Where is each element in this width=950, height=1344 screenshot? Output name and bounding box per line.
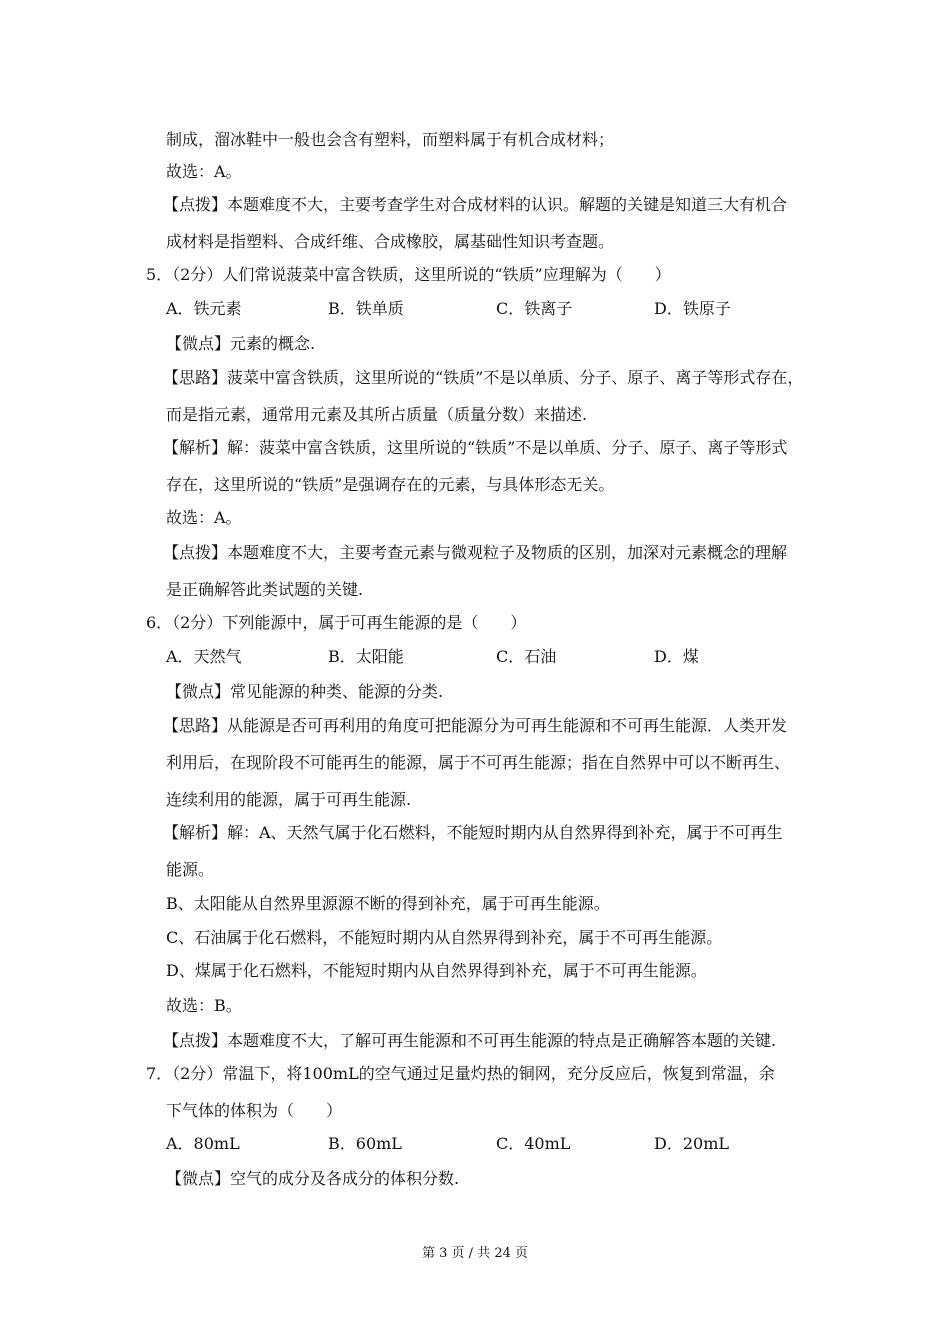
question-7-option-b: B．60mL [328, 1134, 402, 1153]
question-7-option-c: C．40mL [496, 1134, 571, 1153]
question-5-option-d: D．铁原子 [654, 299, 731, 318]
text-line: 利用后，在现阶段不可能再生的能源，属于不可再生能源；指在自然界中可以不断再生、 [166, 753, 791, 772]
text-line: 成材料是指塑料、合成纤维、合成橡胶，属基础性知识考查题。 [166, 232, 615, 251]
question-6-option-c: C．石油 [496, 647, 557, 666]
question-7-option-d: D．20mL [654, 1134, 729, 1153]
text-line: 而是指元素，通常用元素及其所占质量（质量分数）来描述. [166, 405, 588, 424]
question-5-option-b: B．铁单质 [328, 299, 404, 318]
question-6-analysis: 【解析】解：A、天然气属于化石燃料，不能短时期内从自然界得到补充，属于不可再生 [163, 823, 783, 842]
text-line: C、石油属于化石燃料，不能短时期内从自然界得到补充，属于不可再生能源。 [166, 928, 723, 947]
question-5-option-c: C．铁离子 [496, 299, 573, 318]
text-line: 是正确解答此类试题的关键. [166, 580, 364, 599]
question-6-answer: 故选：B。 [166, 996, 242, 1015]
question-5-answer: 故选：A。 [166, 508, 242, 527]
text-line: 存在，这里所说的“铁质”是强调存在的元素，与具体形态无关。 [166, 475, 615, 494]
question-7-option-a: A．80mL [166, 1134, 240, 1153]
question-6-option-d: D．煤 [654, 647, 699, 666]
question-5-approach: 【思路】菠菜中富含铁质，这里所说的“铁质”不是以单质、分子、原子、离子等形式存在， [163, 368, 804, 387]
question-5-stem: 5．（2分）人们常说菠菜中富含铁质，这里所说的“铁质”应理解为（ ） [146, 265, 671, 284]
text-line: 【点拨】本题难度不大，主要考查学生对合成材料的认识。解题的关键是知道三大有机合 [163, 195, 788, 214]
question-5-option-a: A．铁元素 [166, 299, 242, 318]
text-line: B、太阳能从自然界里源源不断的得到补充，属于可再生能源。 [166, 894, 610, 913]
question-5-keypoint: 【微点】元素的概念. [166, 334, 316, 353]
question-5-comment: 【点拨】本题难度不大，主要考查元素与微观粒子及物质的区别，加深对元素概念的理解 [163, 543, 788, 562]
text-line: D、煤属于化石燃料，不能短时期内从自然界得到补充，属于不可再生能源。 [166, 961, 707, 980]
text-line: 制成，溜冰鞋中一般也会含有塑料，而塑料属于有机合成材料； [166, 130, 615, 149]
question-6-option-b: B．太阳能 [328, 647, 404, 666]
question-6-keypoint: 【微点】常见能源的种类、能源的分类. [166, 682, 444, 701]
question-7-keypoint: 【微点】空气的成分及各成分的体积分数. [166, 1169, 460, 1188]
text-line: 故选：A。 [166, 162, 242, 181]
question-6-option-a: A．天然气 [166, 647, 242, 666]
question-6-comment: 【点拨】本题难度不大，了解可再生能源和不可再生能源的特点是正确解答本题的关键. [163, 1031, 777, 1050]
text-line: 能源。 [166, 860, 215, 879]
page-footer: 第 3 页 / 共 24 页 [422, 1246, 528, 1261]
question-6-stem: 6．（2分）下列能源中，属于可再生能源的是（ ） [146, 613, 527, 632]
question-7-stem: 7．（2分）常温下，将100mL的空气通过足量灼热的铜网，充分反应后，恢复到常温，余 [146, 1064, 775, 1083]
question-7-stem-continued: 下气体的体积为（ ） [166, 1101, 343, 1120]
question-6-approach: 【思路】从能源是否可再利用的角度可把能源分为可再生能源和不可再生能源．人类开发 [163, 716, 788, 735]
text-line: 连续利用的能源，属于可再生能源. [166, 790, 412, 809]
question-5-analysis: 【解析】解：菠菜中富含铁质，这里所说的“铁质”不是以单质、分子、原子、离子等形式 [163, 438, 788, 457]
